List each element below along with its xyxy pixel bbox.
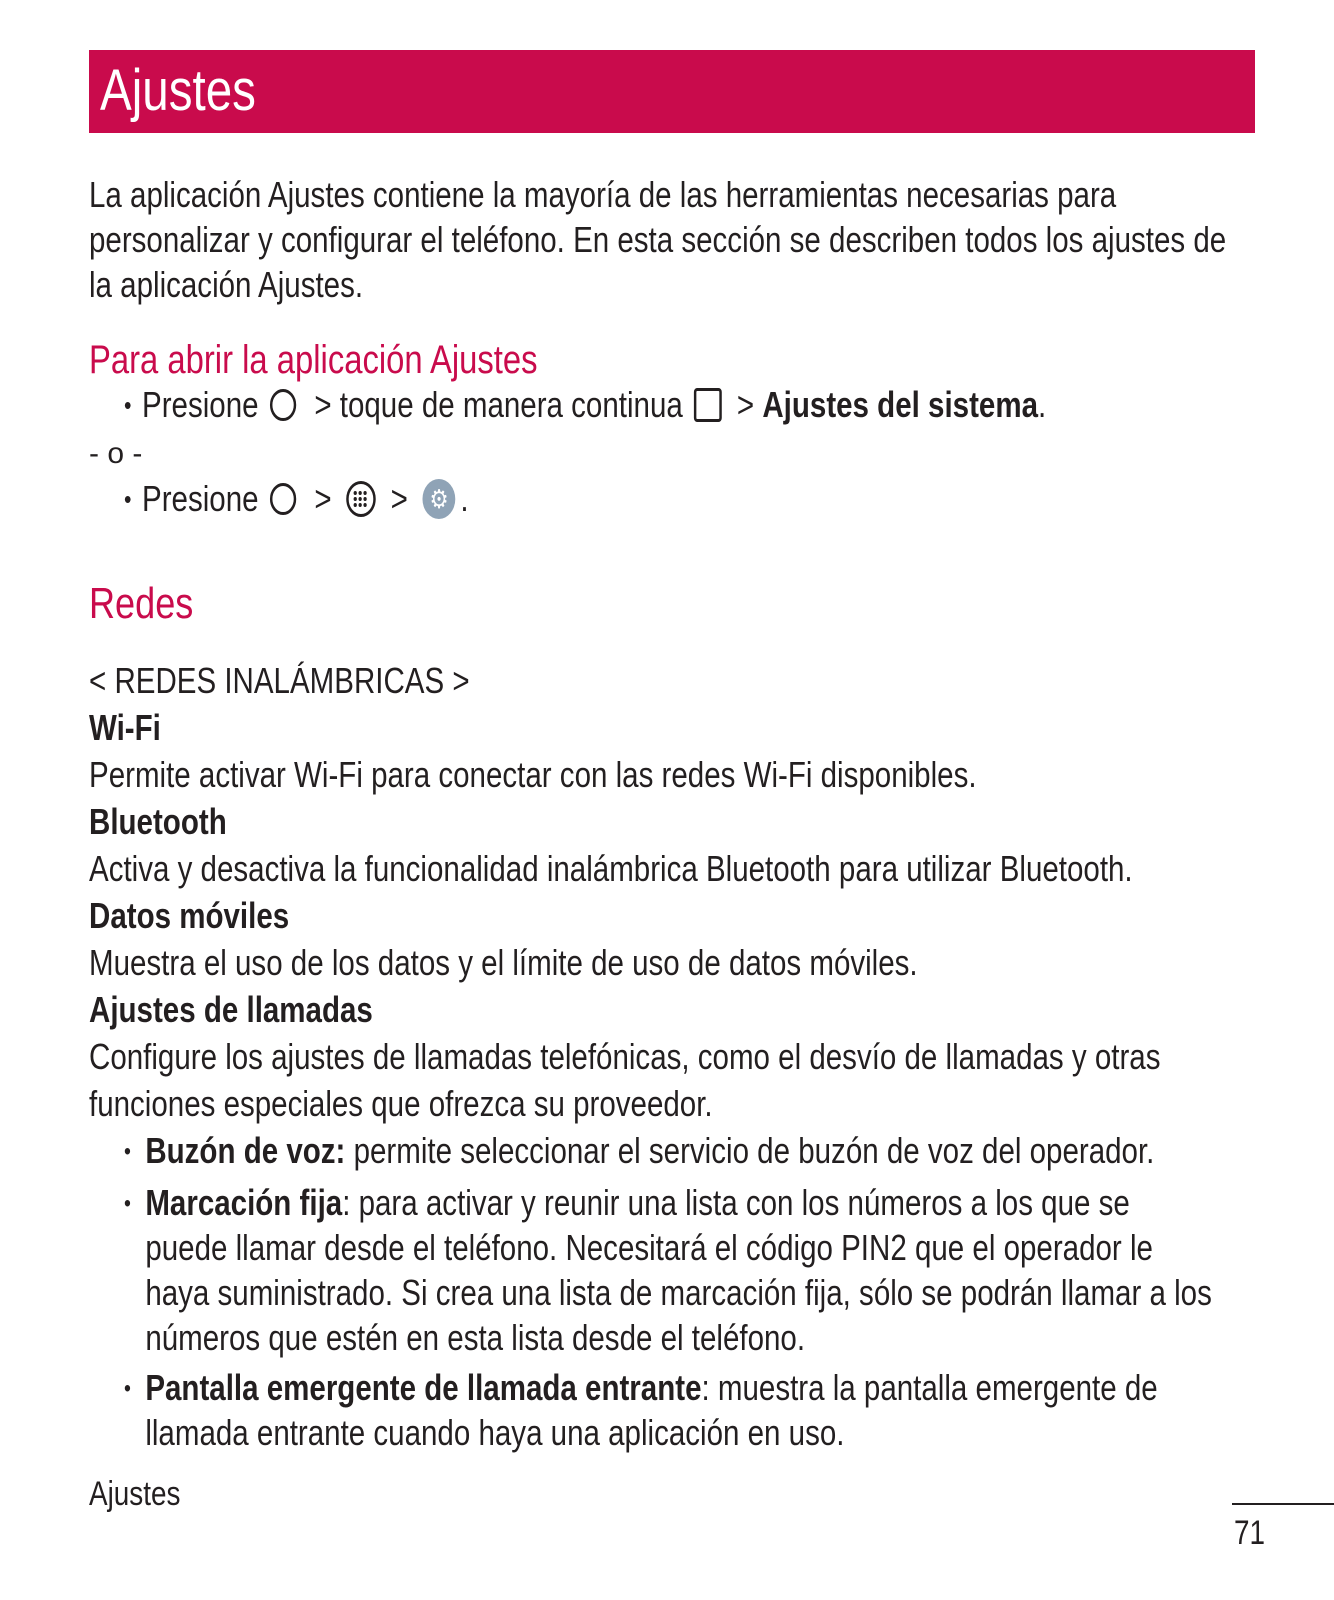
intro-line: personalizar y configurar el teléfono. En esta sección se describen todos los ajustes de [89,219,1227,260]
settings-gear-icon: ⚙ [423,479,456,519]
list-item [124,1365,1212,1455]
separator: > [314,384,332,425]
separator: > [736,384,755,425]
settings-list [89,657,1160,1127]
step-bold-text: Ajustes del sistema [762,384,1038,425]
step-end: . [460,478,469,519]
setting-description: Permite activar Wi-Fi para conectar con las redes Wi-Fi disponibles. [89,754,977,795]
bullet-text: números que estén en esta lista desde el teléfono. [145,1317,806,1358]
list-item [124,1128,1212,1175]
bullet: • [124,1375,131,1402]
footer-label: Ajustes [89,1475,181,1513]
bullet-text: : muestra la pantalla emergente de [701,1367,1158,1408]
intro-line: La aplicación Ajustes contiene la mayoría de las herramientas necesarias para [89,174,1117,215]
separator: > [314,478,332,519]
setting-description: Configure los ajustes de llamadas telefónicas, como el desvío de llamadas y otras [89,1036,1161,1077]
step-2 [124,477,469,521]
setting-name: Wi-Fi [89,707,161,748]
step-end: . [1037,384,1047,425]
bullet-term: Buzón de voz: [145,1130,346,1171]
setting-name: Datos móviles [89,895,290,936]
bullet-text: haya suministrado. Si crea una lista de marcación fija, sólo se podrán llamar a los [145,1272,1212,1313]
bullet: • [124,390,132,420]
intro-paragraph [89,172,1226,307]
step-text: Presione [142,478,259,519]
home-button-icon [270,483,296,515]
bullet: • [124,1190,131,1217]
list-item [124,1180,1212,1360]
separator: > [390,478,408,519]
setting-name: Ajustes de llamadas [89,989,373,1030]
or-separator: - o - [89,437,143,470]
setting-description: funciones especiales que ofrezca su proveedor. [89,1083,713,1124]
footer-rule [1232,1503,1334,1505]
bullet-text: llamada entrante cuando haya una aplicación en uso. [145,1412,845,1453]
step-text: Presione [142,384,259,425]
section-title: Redes [89,579,194,628]
bullet-text: puede llamar desde el teléfono. Necesitará el código PIN2 que el operador le [145,1227,1153,1268]
step-text: toque de manera continua [339,384,683,425]
page-number: 71 [1234,1514,1266,1552]
recent-apps-button-icon [694,388,722,422]
bullet-text: permite seleccionar el servicio de buzón de voz del operador. [345,1130,1155,1171]
intro-line: la aplicación Ajustes. [89,264,364,305]
bullet-text: : para activar y reunir una lista con los números a los que se [342,1182,1130,1223]
setting-description: Activa y desactiva la funcionalidad inalámbrica Bluetooth para utilizar Bluetooth. [89,848,1133,889]
open-settings-heading: Para abrir la aplicación Ajustes [89,338,538,382]
bullet-term: Pantalla emergente de llamada entrante [145,1367,702,1408]
bullet: • [124,484,132,514]
apps-icon [346,481,376,517]
setting-description: Muestra el uso de los datos y el límite de uso de datos móviles. [89,942,918,983]
bullet: • [124,1138,131,1165]
page-title: Ajustes [100,58,256,123]
bullet-term: Marcación fija [145,1182,343,1223]
call-settings-bullets [124,1128,1212,1460]
setting-name: Bluetooth [89,801,227,842]
step-1 [124,383,1046,427]
page-title-bar [89,50,1255,133]
home-button-icon [270,389,296,421]
category-heading: < REDES INALÁMBRICAS > [89,660,470,701]
